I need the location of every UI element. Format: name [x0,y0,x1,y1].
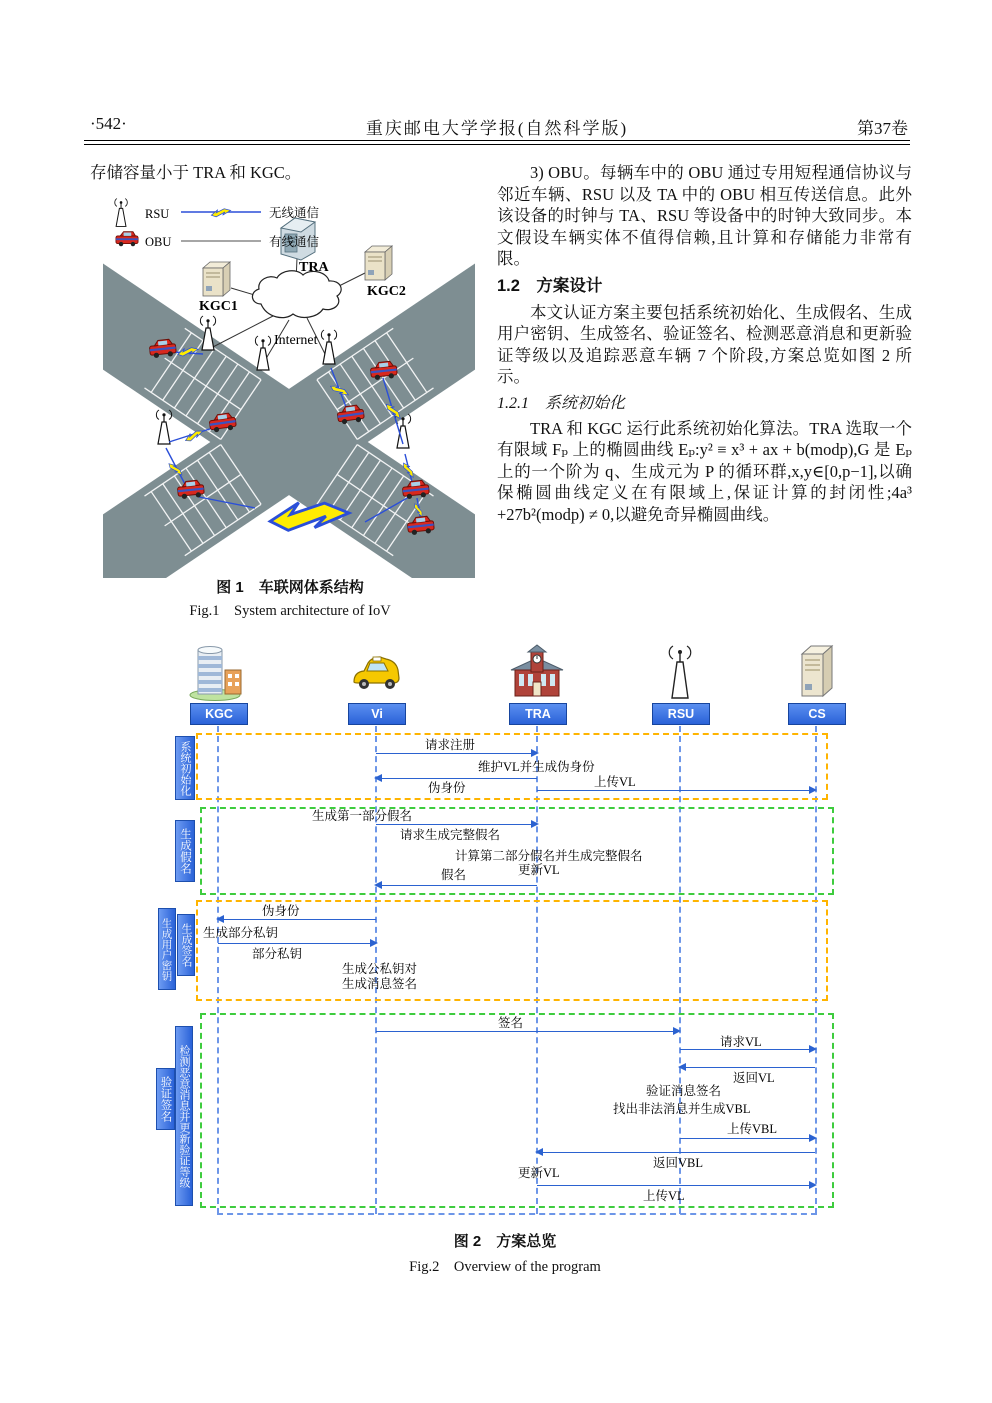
fig2-arrow-upload-vl-1 [537,790,815,791]
fig2-note: 生成消息签名 [342,977,418,991]
fig2-note: 维护VL并生成伪身份 [478,760,595,774]
kgc1-label: KGC1 [199,299,238,314]
figure2-caption-zh: 图 2 方案总览 [453,1233,557,1250]
rsu-antenna-icon [255,336,270,370]
fig2-entity-rsu-label: RSU [652,703,710,725]
fig2-msg: 上传VL [643,1189,685,1203]
left-paragraph: 存储容量小于 TRA 和 KGC。 [90,163,302,182]
journal-title: 重庆邮电大学学报(自然科学版) [365,119,629,138]
fig2-arrow-request-vl [680,1049,815,1050]
fig2-arrow-pseudo-identity-send [218,919,376,920]
page-header [84,114,910,138]
right-column [497,162,912,526]
kgc2-server-icon [365,246,392,280]
fig2-bottom-boundary [217,1213,817,1215]
fig2-arrow-request-register [376,753,537,754]
fig2-note: 更新VL [518,863,560,877]
tra-label: TRA [299,260,329,275]
fig2-msg: 上传VBL [727,1122,778,1136]
fig2-msg: 返回VBL [653,1156,704,1170]
kgc2-label: KGC2 [367,284,406,299]
fig2-entity-rsu-icon [650,644,710,702]
fig2-stage4-label-inner: 检测恶意消息并更新验证等级 [175,1026,193,1206]
fig2-arrow-upload-vl-2 [537,1185,815,1186]
fig2-entity-tra-icon [507,644,567,702]
page-number: ·542· [90,114,127,133]
fig2-entity-kgc-label: KGC [190,703,248,725]
fig2-arrow-return-vl [680,1067,815,1068]
heading-1-2-1: 1.2.1 系统初始化 [497,394,626,412]
fig2-stage3-label-inner: 生成签名 [177,914,195,976]
legend-wireless-label: 无线通信 [269,206,320,220]
paragraph-init: TRA 和 KGC 运行此系统初始化算法。TRA 选取一个有限域 Fₚ 上的椭圆曲线 Eₚ:y² ≡ x³ + ax + b(modp),G 是 Eₚ 上的一个阶为 q、生成元为 P 的循环群,x,y∈[0,p−1],以确保椭圆曲线定义在有限域上,保证计算的封闭性;4a³ +27b²(modp) ≠ 0,以避免奇异椭圆曲线。 [497,418,912,524]
fig2-note: 计算第二部分假名并生成完整假名 [455,849,643,863]
fig2-entity-kgc-icon [188,644,248,702]
fig2-note: 生成部分私钥 [203,926,279,940]
fig2-arrow-pseudo-identity-return [376,778,537,779]
rsu-antenna-icon [156,410,171,444]
volume-label: 第37卷 [857,119,908,138]
fig2-arrow-return-vbl [537,1152,815,1153]
paragraph-obu: 3) OBU。每辆车中的 OBU 通过专用短程通信协议与邻近车辆、RSU 以及 TA 中的 OBU 相互传送信息。此外该设备的时钟与 TA、RSU 等设备中的时钟大致同步。本文假设车辆实体不值得信赖,且计算和存储能力非常有限。 [497,163,912,269]
fig2-arrow-signature [376,1031,679,1032]
fig2-stage2-label: 生成假名 [175,820,195,882]
fig2-note: 生成第一部分假名 [312,809,413,823]
fig2-note: 生成公私钥对 [342,962,418,976]
fig2-msg: 伪身份 [428,781,466,795]
legend-wired-label: 有线通信 [269,235,320,249]
internet-label: Internet [274,333,318,348]
fig2-msg: 请求生成完整假名 [400,828,501,842]
fig2-note: 验证消息签名 [646,1084,722,1098]
fig2-msg: 请求VL [720,1035,762,1049]
fig2-entity-cs-icon [786,644,846,702]
figure1-iov-architecture [103,192,475,578]
fig2-msg: 上传VL [594,775,636,789]
fig2-entity-cs-label: CS [788,703,846,725]
heading-1-2: 1.2 方案设计 [497,276,603,295]
legend-rsu-label: RSU [145,207,170,221]
fig2-stage4-label-outer: 验证签名 [156,1068,175,1130]
fig2-stage1-label: 系统初始化 [175,736,195,800]
kgc1-server-icon [203,262,230,296]
fig2-msg: 签名 [498,1016,524,1030]
fig2-entity-tra-label: TRA [509,703,567,725]
figure1-caption-en: Fig.1 System architecture of IoV [189,603,391,619]
figure1-caption-zh: 图 1 车联网体系结构 [216,579,364,596]
fig2-arrow-request-full-pseudonym [376,824,537,825]
legend-obu-label: OBU [145,235,172,249]
fig2-msg: 部分私钥 [252,947,303,961]
fig2-arrow-upload-vbl [680,1138,815,1139]
fig2-note: 找出非法消息并生成VBL [613,1102,751,1116]
internet-cloud [252,271,341,348]
fig2-arrow-partial-key [218,943,376,944]
rsu-antenna-icon [321,330,336,364]
fig2-note: 更新VL [518,1166,560,1180]
figure2-caption-en: Fig.2 Overview of the program [409,1259,601,1275]
header-double-rule [84,140,910,145]
fig2-msg: 返回VL [733,1071,775,1085]
fig2-msg: 伪身份 [262,904,300,918]
fig2-entity-vi-label: Vi [348,703,406,725]
paragraph-overview: 本文认证方案主要包括系统初始化、生成假名、生成用户密钥、生成签名、验证签名、检测恶意消息和更新验证等级以及追踪恶意车辆 7 个阶段,方案总览如图 2 所示。 [497,302,912,387]
fig2-msg: 请求注册 [425,738,476,752]
fig2-msg: 假名 [441,868,467,882]
fig2-arrow-pseudonym-return [376,885,537,886]
fig2-stage3-label-outer: 生成用户密钥 [158,908,176,990]
fig2-entity-vi-icon [346,644,406,702]
